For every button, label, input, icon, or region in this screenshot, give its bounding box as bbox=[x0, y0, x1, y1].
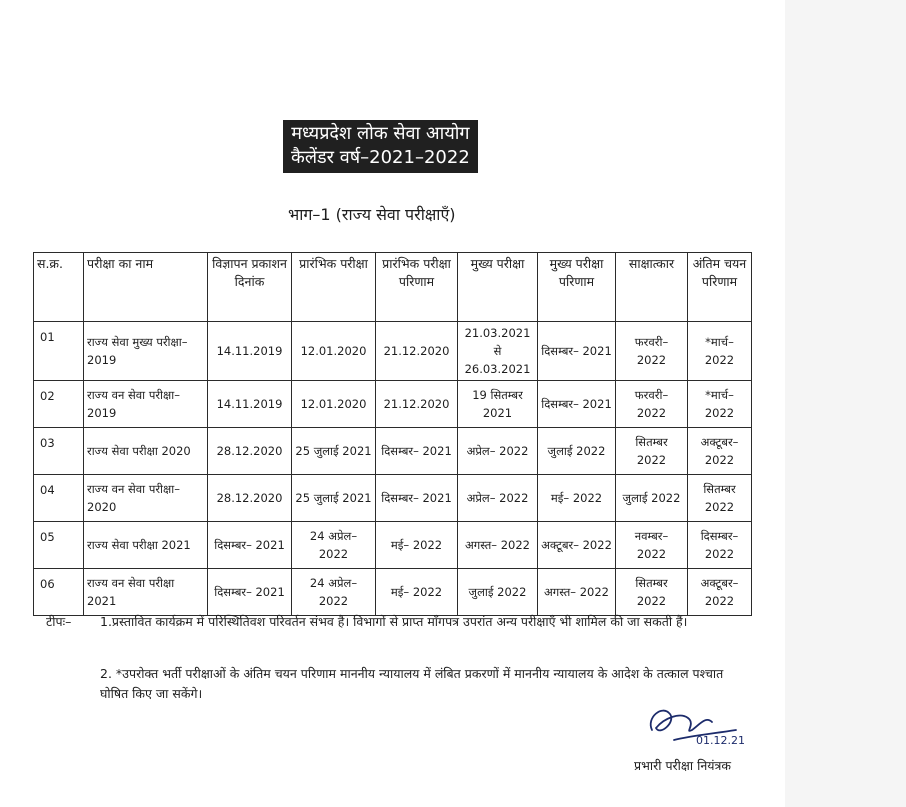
date-cell: मई– 2022 bbox=[376, 522, 458, 569]
date-cell: 25 जुलाई 2021 bbox=[292, 428, 376, 475]
exam-name-cell: राज्य वन सेवा परीक्षा–2020 bbox=[84, 475, 208, 522]
date-cell: अगस्त– 2022 bbox=[458, 522, 538, 569]
column-header: परीक्षा का नाम bbox=[84, 253, 208, 322]
column-header: प्रारंभिक परीक्षा परिणाम bbox=[376, 253, 458, 322]
serial-cell: 02 bbox=[34, 381, 84, 428]
date-cell: 28.12.2020 bbox=[208, 475, 292, 522]
table-header-row bbox=[34, 253, 752, 322]
date-cell: जुलाई 2022 bbox=[458, 569, 538, 616]
table-row bbox=[34, 428, 752, 475]
column-header: मुख्य परीक्षा bbox=[458, 253, 538, 322]
serial-cell: 03 bbox=[34, 428, 84, 475]
date-cell: सितम्बर 2022 bbox=[616, 428, 688, 475]
date-cell: 21.12.2020 bbox=[376, 322, 458, 381]
date-cell: 12.01.2020 bbox=[292, 381, 376, 428]
column-header: मुख्य परीक्षा परिणाम bbox=[538, 253, 616, 322]
exam-name-cell: राज्य सेवा मुख्य परीक्षा–2019 bbox=[84, 322, 208, 381]
exam-name-cell: राज्य सेवा परीक्षा 2020 bbox=[84, 428, 208, 475]
date-cell: मई– 2022 bbox=[376, 569, 458, 616]
date-cell: 14.11.2019 bbox=[208, 381, 292, 428]
date-cell: सितम्बर 2022 bbox=[616, 569, 688, 616]
serial-cell: 01 bbox=[34, 322, 84, 381]
date-cell: अप्रेल– 2022 bbox=[458, 475, 538, 522]
table-body bbox=[34, 322, 752, 616]
notes-label: टीपः– bbox=[46, 614, 72, 629]
date-cell: दिसम्बर– 2021 bbox=[208, 522, 292, 569]
column-header: विज्ञापन प्रकाशन दिनांक bbox=[208, 253, 292, 322]
exam-name-cell: राज्य वन सेवा परीक्षा 2021 bbox=[84, 569, 208, 616]
date-cell: नवम्बर– 2022 bbox=[616, 522, 688, 569]
date-cell: दिसम्बर– 2021 bbox=[376, 475, 458, 522]
date-cell: दिसम्बर– 2021 bbox=[538, 322, 616, 381]
note-1: 1.प्रस्तावित कार्यक्रम में परिस्थितिवश परिवर्तन संभव है। विभागों से प्राप्त माँगपत्र उपरांत अन्य परीक्षाऍं भी शामिल की जा सकती हैं। bbox=[100, 614, 688, 629]
table-row bbox=[34, 522, 752, 569]
exam-name-cell: राज्य वन सेवा परीक्षा–2019 bbox=[84, 381, 208, 428]
table-row bbox=[34, 569, 752, 616]
date-cell: *मार्च– 2022 bbox=[688, 381, 752, 428]
date-cell: 12.01.2020 bbox=[292, 322, 376, 381]
exam-name-cell: राज्य सेवा परीक्षा 2021 bbox=[84, 522, 208, 569]
date-cell: अक्टूबर– 2022 bbox=[688, 569, 752, 616]
date-cell: मई– 2022 bbox=[538, 475, 616, 522]
calendar-year: कैलेंडर वर्ष–2021–2022 bbox=[291, 147, 470, 168]
signer-designation: प्रभारी परीक्षा नियंत्रक bbox=[634, 758, 732, 773]
date-cell: 25 जुलाई 2021 bbox=[292, 475, 376, 522]
column-header: साक्षात्कार bbox=[616, 253, 688, 322]
date-cell: दिसम्बर– 2022 bbox=[688, 522, 752, 569]
table-row bbox=[34, 475, 752, 522]
date-cell: 19 सितम्बर 2021 bbox=[458, 381, 538, 428]
section-title: भाग–1 (राज्य सेवा परीक्षाएँ) bbox=[288, 205, 456, 224]
note-2: 2. *उपरोक्त भर्ती परीक्षाओं के अंतिम चयन परिणाम माननीय न्यायालय में लंबित प्रकरणों में माननीय न्यायालय के आदेश के तत्काल पश्चात घोषित किए जा सकेंगे। bbox=[100, 666, 724, 701]
date-cell: *मार्च– 2022 bbox=[688, 322, 752, 381]
exam-calendar-table bbox=[33, 252, 752, 616]
date-cell: 21.03.2021 से 26.03.2021 bbox=[458, 322, 538, 381]
date-cell: 21.12.2020 bbox=[376, 381, 458, 428]
date-cell: जुलाई 2022 bbox=[616, 475, 688, 522]
signature-mark bbox=[640, 700, 750, 750]
table-row bbox=[34, 322, 752, 381]
date-cell: फरवरी– 2022 bbox=[616, 381, 688, 428]
column-header: अंतिम चयन परिणाम bbox=[688, 253, 752, 322]
date-cell: जुलाई 2022 bbox=[538, 428, 616, 475]
serial-cell: 04 bbox=[34, 475, 84, 522]
serial-cell: 06 bbox=[34, 569, 84, 616]
commission-title bbox=[283, 120, 478, 173]
date-cell: अक्टूबर– 2022 bbox=[688, 428, 752, 475]
column-header: प्रारंभिक परीक्षा bbox=[292, 253, 376, 322]
column-header: स.क्र. bbox=[34, 253, 84, 322]
date-cell: अक्टूबर– 2022 bbox=[538, 522, 616, 569]
date-cell: फरवरी– 2022 bbox=[616, 322, 688, 381]
date-cell: दिसम्बर– 2021 bbox=[376, 428, 458, 475]
commission-name: मध्यप्रदेश लोक सेवा आयोग bbox=[291, 123, 470, 144]
date-cell: 14.11.2019 bbox=[208, 322, 292, 381]
date-cell: दिसम्बर– 2021 bbox=[538, 381, 616, 428]
signature-date: 01.12.21 bbox=[696, 734, 745, 747]
date-cell: 28.12.2020 bbox=[208, 428, 292, 475]
serial-cell: 05 bbox=[34, 522, 84, 569]
date-cell: 24 अप्रेल– 2022 bbox=[292, 569, 376, 616]
table-row bbox=[34, 381, 752, 428]
date-cell: अप्रेल– 2022 bbox=[458, 428, 538, 475]
date-cell: अगस्त– 2022 bbox=[538, 569, 616, 616]
date-cell: 24 अप्रेल– 2022 bbox=[292, 522, 376, 569]
date-cell: सितम्बर 2022 bbox=[688, 475, 752, 522]
date-cell: दिसम्बर– 2021 bbox=[208, 569, 292, 616]
